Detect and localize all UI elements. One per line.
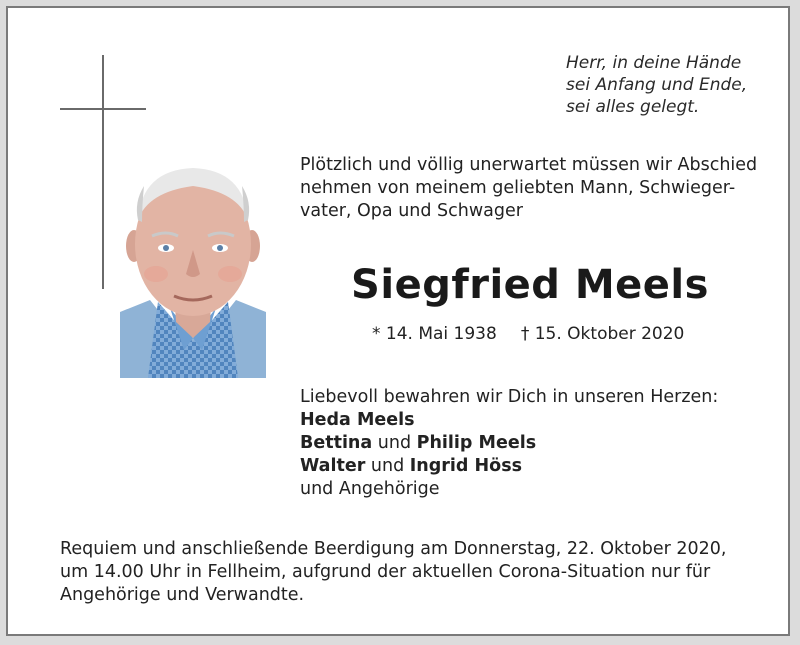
intro-line: Plötzlich und völlig unerwartet müssen wir Abschied — [300, 155, 758, 175]
mourners-intro: Liebevoll bewahren wir Dich in unseren Herzen: — [300, 387, 719, 407]
mourners-list — [300, 386, 718, 501]
intro-line: vater, Opa und Schwager — [300, 201, 523, 221]
portrait-illustration — [120, 162, 266, 378]
conjunction: und — [365, 456, 410, 476]
mourner-line — [300, 455, 718, 478]
mourner-line — [300, 432, 718, 455]
requiem-notice — [60, 538, 760, 607]
birth-date: * 14. Mai 1938 — [372, 324, 497, 344]
requiem-line: um 14.00 Uhr in Fellheim, aufgrund der aktuellen Corona-Situation nur für — [60, 562, 711, 582]
mourners-closing: und Angehörige — [300, 479, 440, 499]
mourner-name: Bettina — [300, 433, 373, 453]
motto-line: sei alles gelegt. — [566, 97, 700, 117]
mourner-name: Philip Meels — [416, 433, 537, 453]
cross-vertical-line — [102, 55, 104, 289]
portrait-photo — [120, 162, 266, 378]
conjunction: und — [372, 433, 417, 453]
motto-line: sei Anfang und Ende, — [566, 75, 748, 95]
motto-line: Herr, in deine Hände — [566, 53, 742, 73]
cross-horizontal-line — [60, 108, 146, 110]
mourner-name: Walter — [300, 456, 366, 476]
intro-line: nehmen von meinem geliebten Mann, Schwieger- — [300, 178, 736, 198]
mourner-name: Ingrid Höss — [409, 456, 523, 476]
intro-text — [300, 154, 760, 223]
requiem-line: Angehörige und Verwandte. — [60, 585, 305, 605]
deceased-name: Siegfried Meels — [351, 262, 709, 308]
requiem-line: Requiem und anschließende Beerdigung am Donnerstag, 22. Oktober 2020, — [60, 539, 727, 559]
life-dates — [372, 324, 684, 344]
motto-verse — [566, 52, 747, 118]
mourner-name: Heda Meels — [300, 410, 415, 430]
death-date: † 15. Oktober 2020 — [520, 324, 685, 344]
obituary-card — [6, 6, 790, 636]
mourner-line — [300, 409, 718, 432]
